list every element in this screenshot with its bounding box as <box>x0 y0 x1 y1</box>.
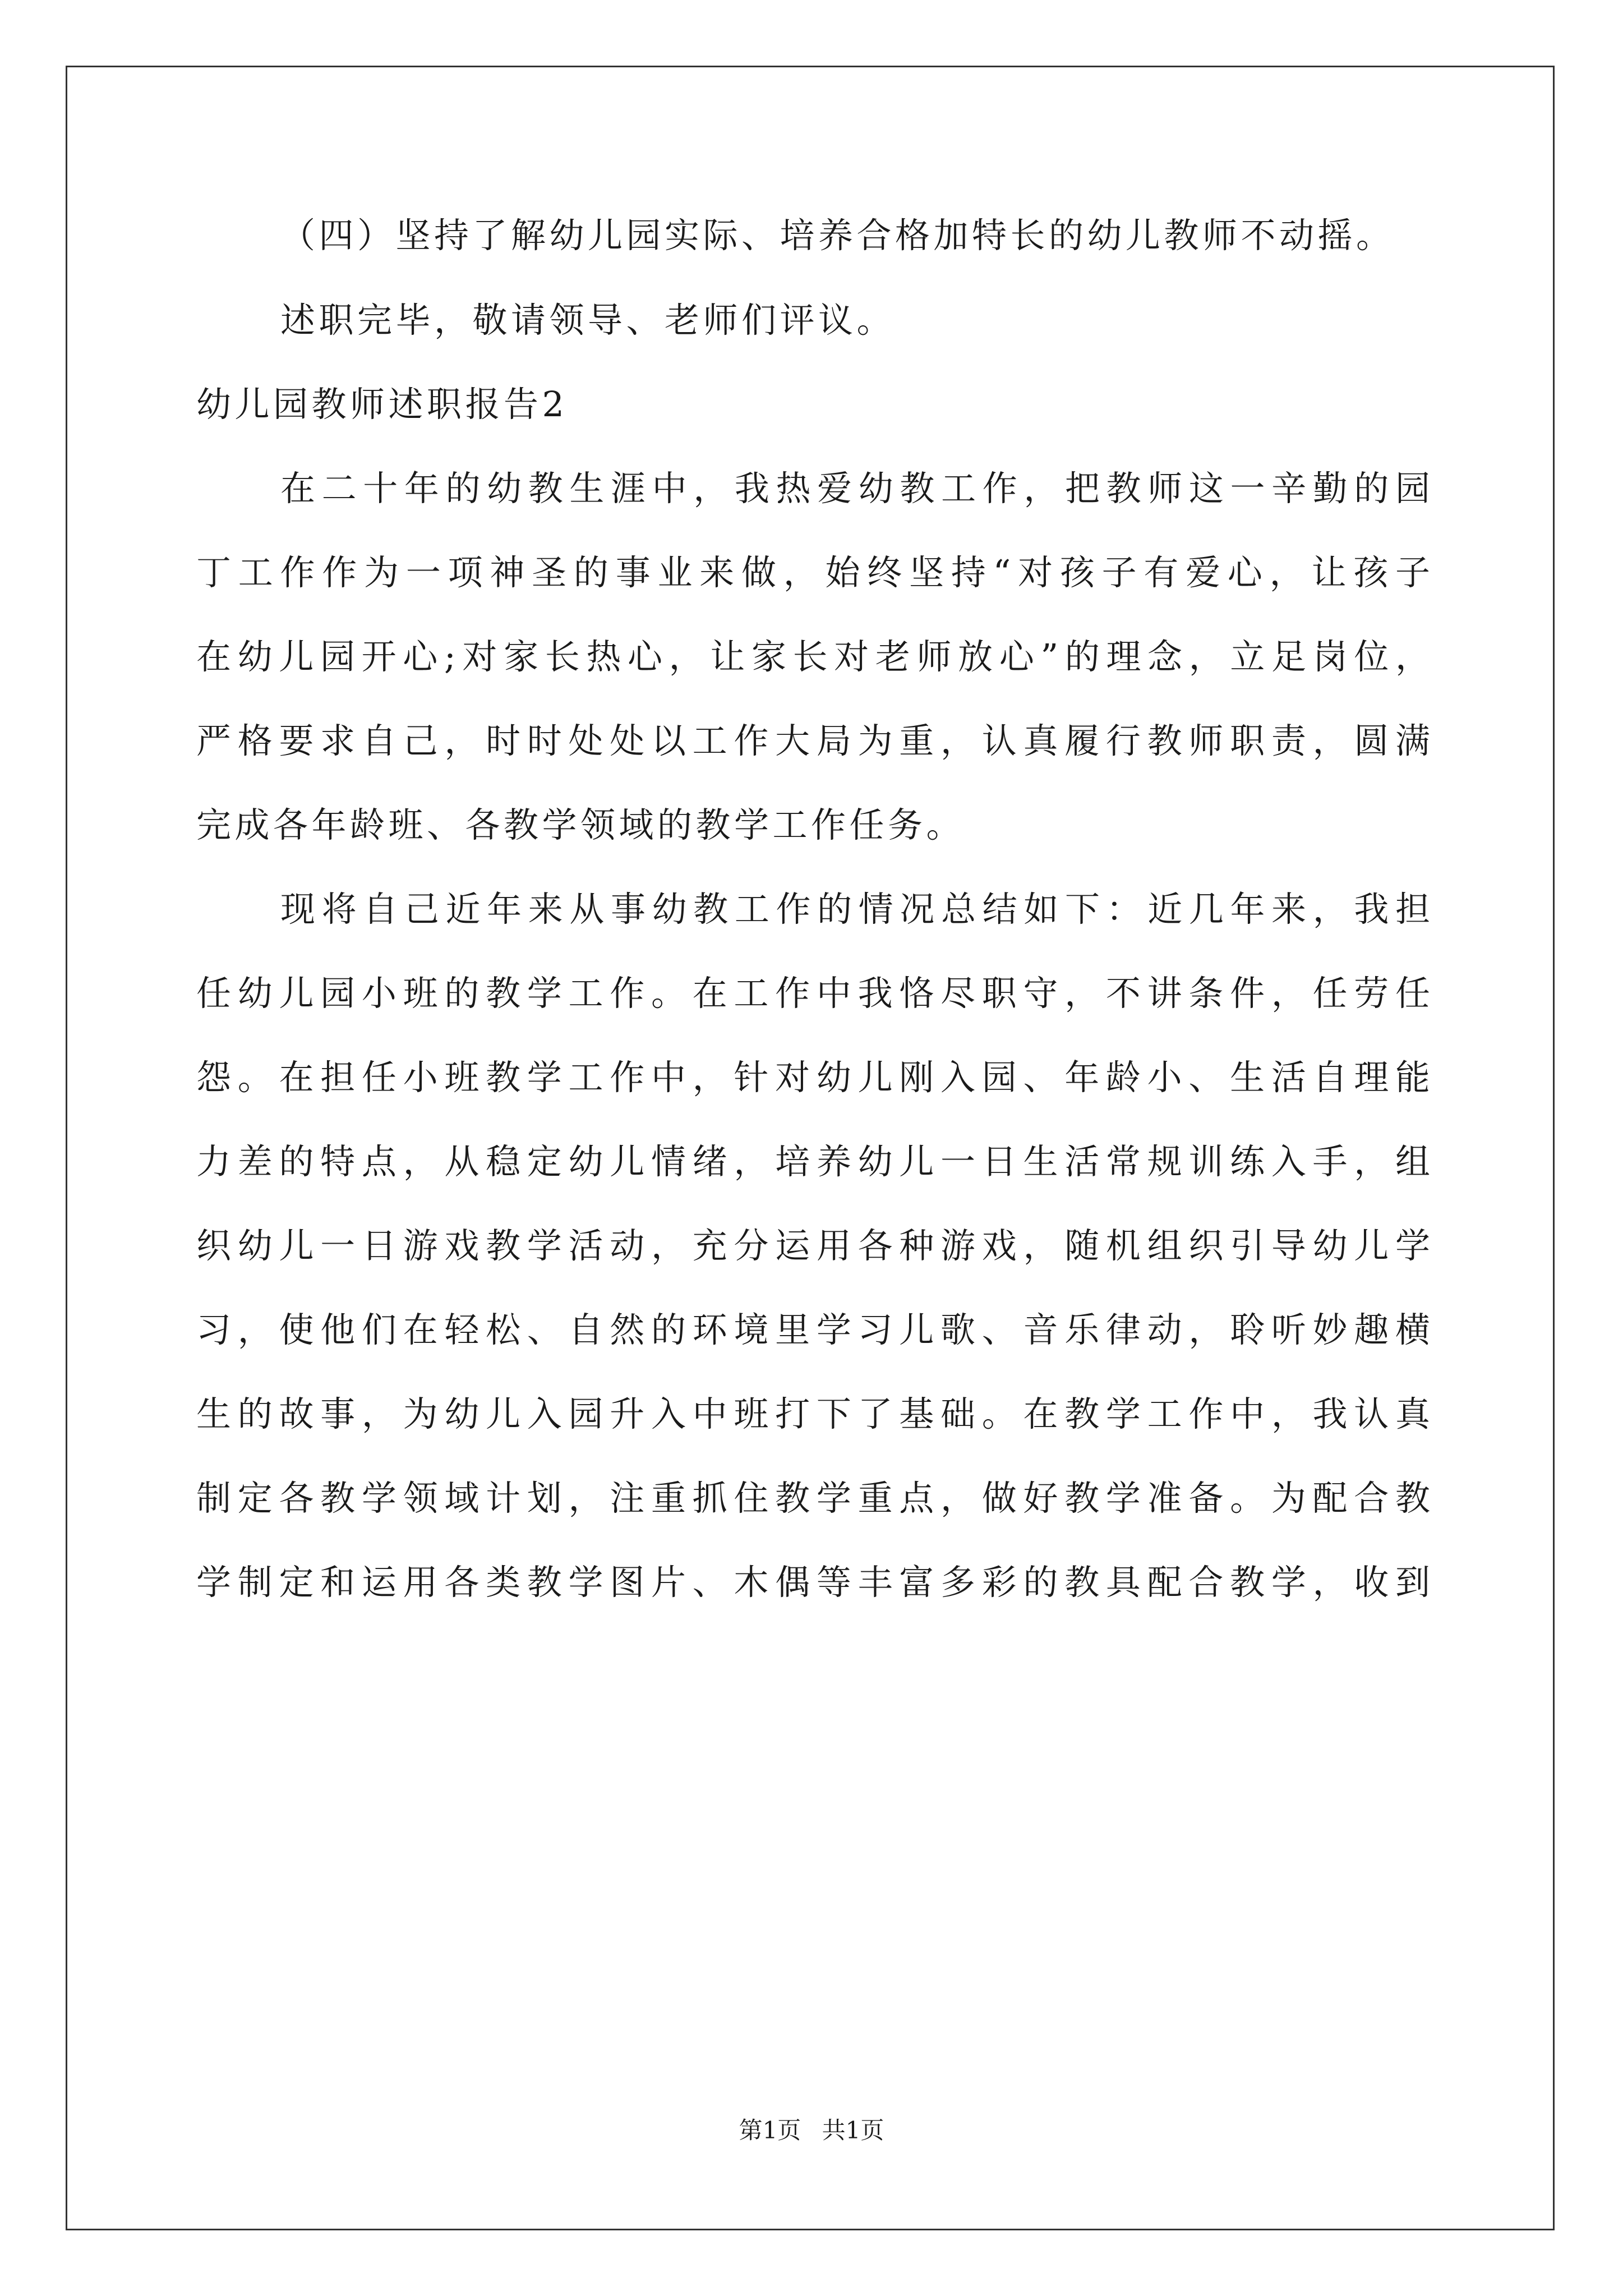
paragraph-line: 织幼儿一日游戏教学活动，充分运用各种游戏，随机组织引导幼儿学 <box>196 1225 1430 1266</box>
paragraph-line: 习，使他们在轻松、自然的环境里学习儿歌、音乐律动，聆听妙趣横 <box>196 1309 1430 1350</box>
paragraph-line: 丁工作作为一项神圣的事业来做，始终坚持“对孩子有爱心，让孩子 <box>196 552 1430 593</box>
paragraph-line: 现将自己近年来从事幼教工作的情况总结如下：近几年来，我担 <box>280 889 1430 930</box>
paragraph-line: 力差的特点，从稳定幼儿情绪，培养幼儿一日生活常规训练入手，组 <box>196 1141 1430 1182</box>
paragraph-line: 生的故事，为幼儿入园升入中班打下了基础。在教学工作中，我认真 <box>196 1393 1430 1434</box>
paragraph-line: 在二十年的幼教生涯中，我热爱幼教工作，把教师这一辛勤的园 <box>280 468 1430 509</box>
paragraph-line: 任幼儿园小班的教学工作。在工作中我恪尽职守，不讲条件，任劳任 <box>196 973 1430 1014</box>
page-number: 第1页 <box>739 2116 801 2144</box>
paragraph-line: 严格要求自己，时时处处以工作大局为重，认真履行教师职责，圆满 <box>196 720 1430 761</box>
paragraph-line: 制定各教学领域计划，注重抓住教学重点，做好教学准备。为配合教 <box>196 1478 1430 1519</box>
paragraph-line: （四）坚持了解幼儿园实际、培养合格加特长的幼儿教师不动摇。 <box>280 215 1395 256</box>
paragraph-line: 怨。在担任小班教学工作中，针对幼儿刚入园、年龄小、生活自理能 <box>196 1057 1430 1098</box>
page-footer <box>0 2114 1623 2147</box>
page-total: 共1页 <box>822 2116 884 2144</box>
paragraph-line: 完成各年龄班、各教学领域的教学工作任务。 <box>196 804 965 845</box>
section-heading: 幼儿园教师述职报告2 <box>196 384 568 425</box>
paragraph-line: 在幼儿园开心;对家长热心，让家长对老师放心”的理念，立足岗位， <box>196 636 1430 677</box>
paragraph-line: 学制定和运用各类教学图片、木偶等丰富多彩的教具配合教学，收到 <box>196 1562 1430 1603</box>
paragraph-line: 述职完毕，敬请领导、老师们评议。 <box>280 300 896 341</box>
